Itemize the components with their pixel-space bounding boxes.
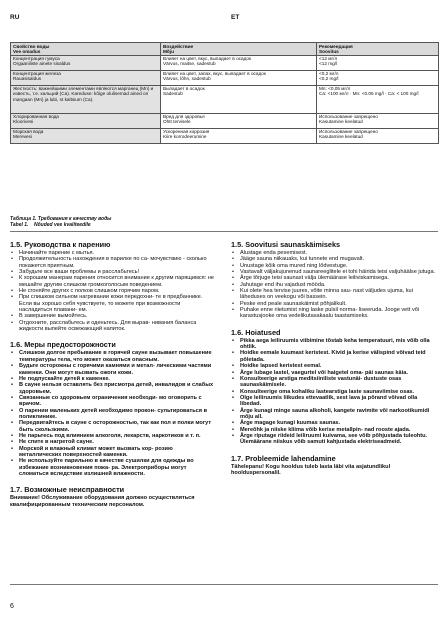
list-item: • Ärge tõrjuge teisi saunast välja ülemäärase leiliviskamisega. <box>231 275 436 281</box>
table-cell: Хлорированная вода Kloorivesi <box>11 113 161 128</box>
language-label-et: ET <box>231 14 240 21</box>
list-item: • Не парьтесь под влиянием алкоголя, лекарств, наркотиков и т. п. <box>10 433 215 439</box>
list-item: • Jahutage end ihu vajadust mööda. <box>231 282 436 288</box>
list-item: • Будьте осторожны с горячими камнями и метал- лическими частями каменки. Они могут вызвать ожоги кожи. <box>10 363 215 376</box>
list-item: • Продолжительность нахождения в парилке по са- мочувствию - сколько покажется приятным. <box>10 256 215 269</box>
list-item: • Ärge lubage lastel, vaegurtel või haigetel oma- päi saunas käia. <box>231 370 436 376</box>
table-cell: Жесткость: важнейшими элементами являются марганец (Mn) и известь, т.е. кальций (Ca). Kareduse: kõige olulisemad ained on mangaan (Mn) ja lubi, st kaltsium (Ca). <box>11 85 161 113</box>
list-item: • Alustage enda pesemisest. <box>231 250 436 256</box>
list-item: • Связанные со здоровьем ограничения необходи- мо оговорить с врачом. <box>10 395 215 408</box>
table-caption <box>10 216 111 228</box>
table-header-cell: Воздействие Mõju <box>161 43 317 56</box>
table-cell: Использование запрещено Kasutamine keelatud <box>317 128 439 143</box>
divider <box>10 231 438 232</box>
list-item: • Hoidke lapsed keristest eemal. <box>231 363 436 369</box>
table-caption-et: Tabel 1. Nõuded vee kvaliteedile <box>10 222 91 228</box>
list-item: • Vastavalt väljakujunenud saunareeglitele ei tohi häirida teisi valjuhäälse jutuga. <box>231 269 436 275</box>
page-number: 6 <box>10 603 14 610</box>
list-item: • Слишком долгое пребывание в горячей сауне вызывает повышение температуры тела, что может оказаться опасным. <box>10 350 215 363</box>
list-item: • Hoidke eemale kuumast keristest. Kivid ja kerise välispind võivad teid põletada. <box>231 350 436 363</box>
table-header-cell: Свойство воды Vee omadus <box>11 43 161 56</box>
divider <box>10 584 438 585</box>
table-row <box>11 128 439 143</box>
table-cell: Mn: <0,05 мг/л Ca: <100 мг/л · Mn: <0.05 mg/l · Ca: < 100 mg/l <box>317 85 439 113</box>
table-cell: Концентрация гумуса Orgaaniliste ainete sisaldus <box>11 55 161 70</box>
table-cell: Концентрация железа Rauasisaldus <box>11 70 161 85</box>
list-item: • Отдохните, расслабьтесь и оденьтесь. Для вырав- нивания баланса жидкости выпейте освежающий напиток. <box>10 320 215 333</box>
list-item: • При слишком сильном нагревании кожи передохни- те в предбаннике. Если вы хорошо себя чувствуете, то можете при возможности насладиться плавани- ем. <box>10 294 215 313</box>
list-item: • Kui olete hea tervise juures, võite minna sau- nast väljudes ujuma, kui läheduses on veekogu või bassein. <box>231 288 436 301</box>
list-item: • О парении маленьких детей необходимо прокон- сультироваться в поликлинике. <box>10 408 215 421</box>
section-title-1-6-ru: 1.6. Меры предосторожности <box>10 340 116 350</box>
precautions-list-et <box>231 338 436 446</box>
table-row <box>11 113 439 128</box>
table-cell: <12 мг/л <12 mg/l <box>317 55 439 70</box>
list-item: • Морской и влажный климат может вызвать кор- розию металлических поверхностей каменки. <box>10 446 215 459</box>
list-item: • В завершение вымойтесь. <box>10 313 215 319</box>
table-header-cell: Рекомендация Soovitus <box>317 43 439 56</box>
sauna-guide-list-et <box>231 250 436 320</box>
list-item: • Ärge kunagi minge sauna alkoholi, kangete ravimite või narkootikumidi mõju all. <box>231 408 436 421</box>
list-item: • Pikka aega leiliruumis viibimine tõstab keha temperatuuri, mis võib olla ohtlik. <box>231 338 436 351</box>
column-et <box>231 240 436 476</box>
list-item: • Olge leiliruumis liikudes ettevaatlik, sest lava ja põrand võivad olla libedad. <box>231 395 436 408</box>
section-title-1-6-et: 1.6. Hoiatused <box>231 327 281 337</box>
sauna-guide-list-ru <box>10 250 215 332</box>
list-item: • Ärge magage kunagi kuumas saunas. <box>231 420 436 426</box>
list-item: • Забудьте все ваши проблемы и расслабьтесь! <box>10 269 215 275</box>
list-item: • Puhake enne riietumist ning laske pulsil norma- liseeruda. Jooge vett või karastusjooke oma vedelikutasakaalu taastamiseks. <box>231 307 436 320</box>
table-cell: Выпадает в осадок Sadestub <box>161 85 317 113</box>
list-item: • Konsulteerige arstiga meditsiiniliste vastunäi- dustuste osas saunaskäimisele. <box>231 376 436 389</box>
list-item: • К хорошим манерам парения относится внимание к другим парящимся: не мешайте другим слишком громкоголосым поведением. <box>10 275 215 288</box>
column-ru <box>10 240 215 508</box>
section-title-1-7-ru: 1.7. Возможные неисправности <box>10 485 125 495</box>
section-title-1-7-et: 1.7. Probleemide lahendamine <box>231 453 336 463</box>
list-item: • Ärge riputage riideid leiliruumi kuivama, see võib põhjustada tuleohtu. Ülemäärane niiskus võib samuti kahjustada elektriseadmeid. <box>231 433 436 446</box>
list-item: • Не сгоняйте других с полков слишком горячим паром. <box>10 288 215 294</box>
list-item: • Konsulteerige oma kohaliku lastearstiga laste saunaviimise osas. <box>231 389 436 395</box>
table-header-row <box>11 43 439 56</box>
list-item: • Unustage kõik oma mured ning lõdvestuge. <box>231 263 436 269</box>
section-title-1-5-et: 1.5. Soovitusi saunaskäimiseks <box>231 240 341 249</box>
list-item: • В сауне нельзя оставлять без присмотра детей, инвалидов и слабых здоровьем. <box>10 382 215 395</box>
table-cell: Использование запрещено Kasutamine keelatud <box>317 113 439 128</box>
table-row <box>11 70 439 85</box>
list-item: • Jääge sauna niikauaks, kui tunnete end mugavalt. <box>231 256 436 262</box>
table-cell: Ускоренная коррозия Kiire korrodeerumine <box>161 128 317 143</box>
section-title-1-5-ru: 1.5. Руководства к парению <box>10 240 111 249</box>
table-cell: <0,2 мг/л <0,2 mg/l <box>317 70 439 85</box>
table-caption-ru: Таблица 1. Требования к качеству воды <box>10 216 112 222</box>
table-cell: Влияет на цвет, вкус, выпадает в осадок Värvus, maitse, sadestub <box>161 55 317 70</box>
list-item: • Mereõhk ja niiske kliima võib kerise metallpin- nad rooste ajada. <box>231 427 436 433</box>
table-row <box>11 85 439 113</box>
list-item: • Не используйте парильню в качестве сушилки для одежды во избежание возникновения пожа- ра. Электроприборы могут сломаться вследствие излишней влажности. <box>10 458 215 477</box>
list-item: • Не подпускайте детей к каменке. <box>10 376 215 382</box>
list-item: • Не спите в нагретой сауне. <box>10 439 215 445</box>
list-item: • Начинайте парение с мытья. <box>10 250 215 256</box>
water-quality-table <box>10 42 439 144</box>
table-cell: Морская вода Merevesi <box>11 128 161 143</box>
list-item: • Передвигайтесь в сауне с осторожностью, так как пол и полки могут быть скользкими. <box>10 420 215 433</box>
maintenance-warning-et: Tähelepanu! Kogu hooldus tuleb lasta läbi viia asjatundlikul hoolduspersonalil. <box>231 463 391 477</box>
language-label-ru: RU <box>10 14 20 21</box>
table-cell: Вред для здоровья Ohtt tervisele <box>161 113 317 128</box>
precautions-list-ru <box>10 350 215 477</box>
table-row <box>11 55 439 70</box>
list-item: • Peske end peale saunaskäimist põhjalikult. <box>231 301 436 307</box>
table-cell: Влияет на цвет, запах, вкус, выпадает в осадок Värvus, lõhn, sadestub <box>161 70 317 85</box>
maintenance-warning-ru: Внимание! Обслуживание оборудования должно осуществляться квалифицированным техническим персоналом. <box>10 495 195 508</box>
